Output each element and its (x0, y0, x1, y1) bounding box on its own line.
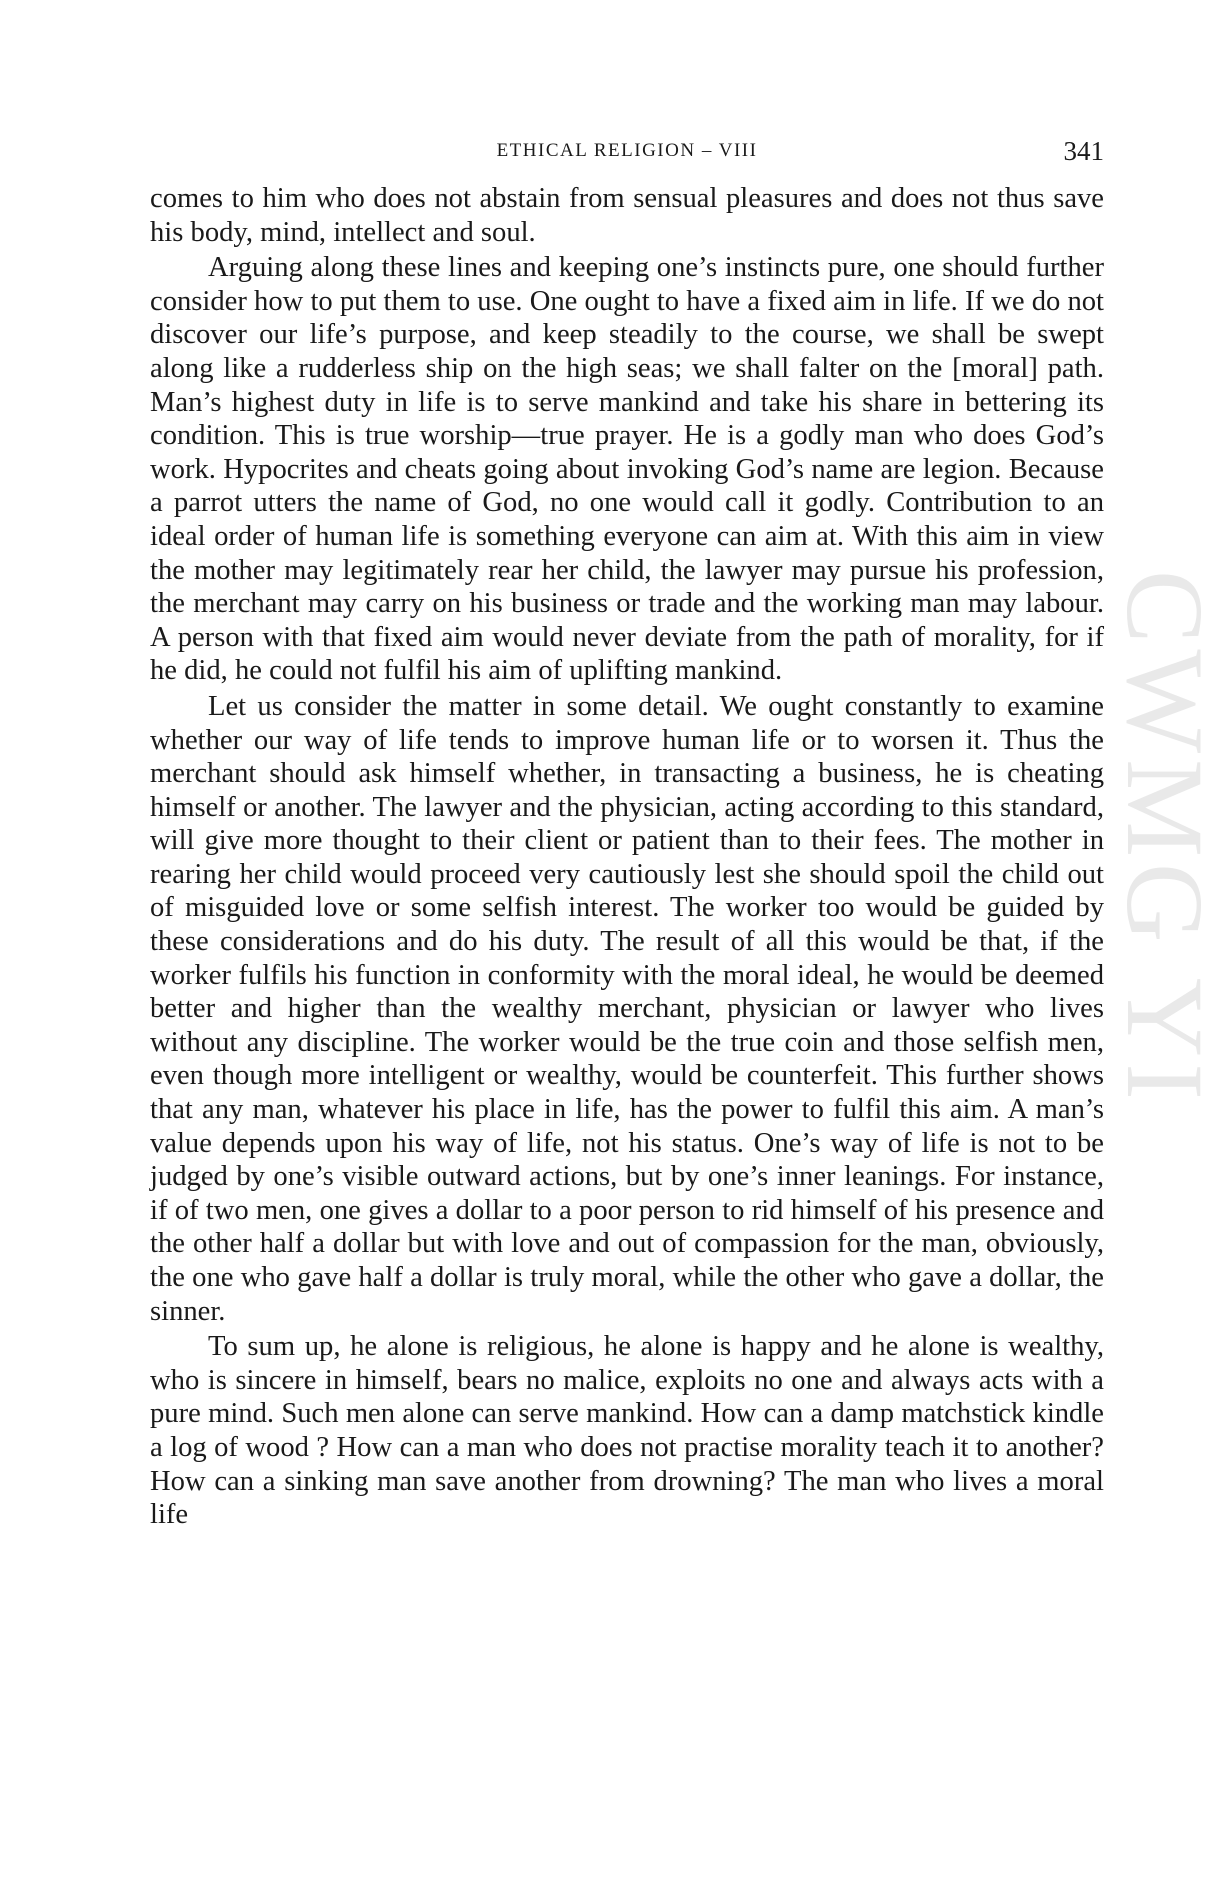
watermark-text: CWMG YI (1104, 570, 1226, 1106)
paragraph-continued: comes to him who does not abstain from sensual pleasures and does not thus save his body, mind, intellect and soul. (150, 183, 1104, 248)
paragraph: Let us consider the matter in some detail. We ought constantly to examine whether our way of life tends to improve human life or to worsen it. Thus the merchant should ask himself whether, in transacting a business, he is cheating himself or another. The lawyer and the physician, acting according to this standard, will give more thought to their client or patient than to their fees. The mother in rearing her child would proceed very cautiously lest she should spoil the child out of misguided love or some selfish interest. The worker too would be guided by these considerations and do his duty. The result of all this would be that, if the worker fulfils his function in conformity with the moral ideal, he would be deemed better and higher than the wealthy merchant, physician or lawyer who lives without any discipline. The worker would be the true coin and those selfish men, even though more intelligent or wealthy, would be counterfeit. This further shows that any man, whatever his place in life, has the power to fulfil this aim. A man’s value depends upon his way of life, not his status. One’s way of life is not to be judged by one’s visible outward actions, but by one’s inner leanings. For instance, if of two men, one gives a dollar to a poor person to rid himself of his presence and the other half a dollar but with love and out of compassion for the man, obviously, the one who gave half a dollar is truly moral, while the other who gave a dollar, the sinner. (150, 690, 1104, 1327)
watermark (1104, 570, 1226, 1340)
page-number: 341 (1063, 136, 1104, 166)
running-head (150, 136, 1104, 168)
body-text (150, 182, 1104, 1534)
paragraph: Arguing along these lines and keeping one’s instincts pure, one should further consider how to put them to use. One ought to have a fixed aim in life. If we do not discover our life’s purpose, and keep steadily to the course, we shall be swept along like a rudderless ship on the high seas; we shall falter on the [moral] path. Man’s highest duty in life is to serve mankind and take his share in bettering its condition. This is true worship—true prayer. He is a godly man who does God’s work. Hypocrites and cheats going about invoking God’s name are legion. Because a parrot utters the name of God, no one would call it godly. Contribution to an ideal order of human life is something everyone can aim at. With this aim in view the mother may legitimately rear her child, the lawyer may pursue his profession, the merchant may carry on his business or trade and the working man may labour. A person with that fixed aim would never deviate from the path of morality, for if he did, he could not fulfil his aim of uplifting mankind. (150, 252, 1104, 687)
paragraph: To sum up, he alone is religious, he alone is happy and he alone is wealthy, who is sincere in himself, bears no malice, exploits no one and always acts with a pure mind. Such men alone can serve mankind. How can a damp matchstick kindle a log of wood ? How can a man who does not practise morality teach it to another? How can a sinking man save another from drowning? The man who lives a moral life (150, 1331, 1104, 1531)
running-title: ETHICAL RELIGION – VIII (496, 140, 758, 161)
